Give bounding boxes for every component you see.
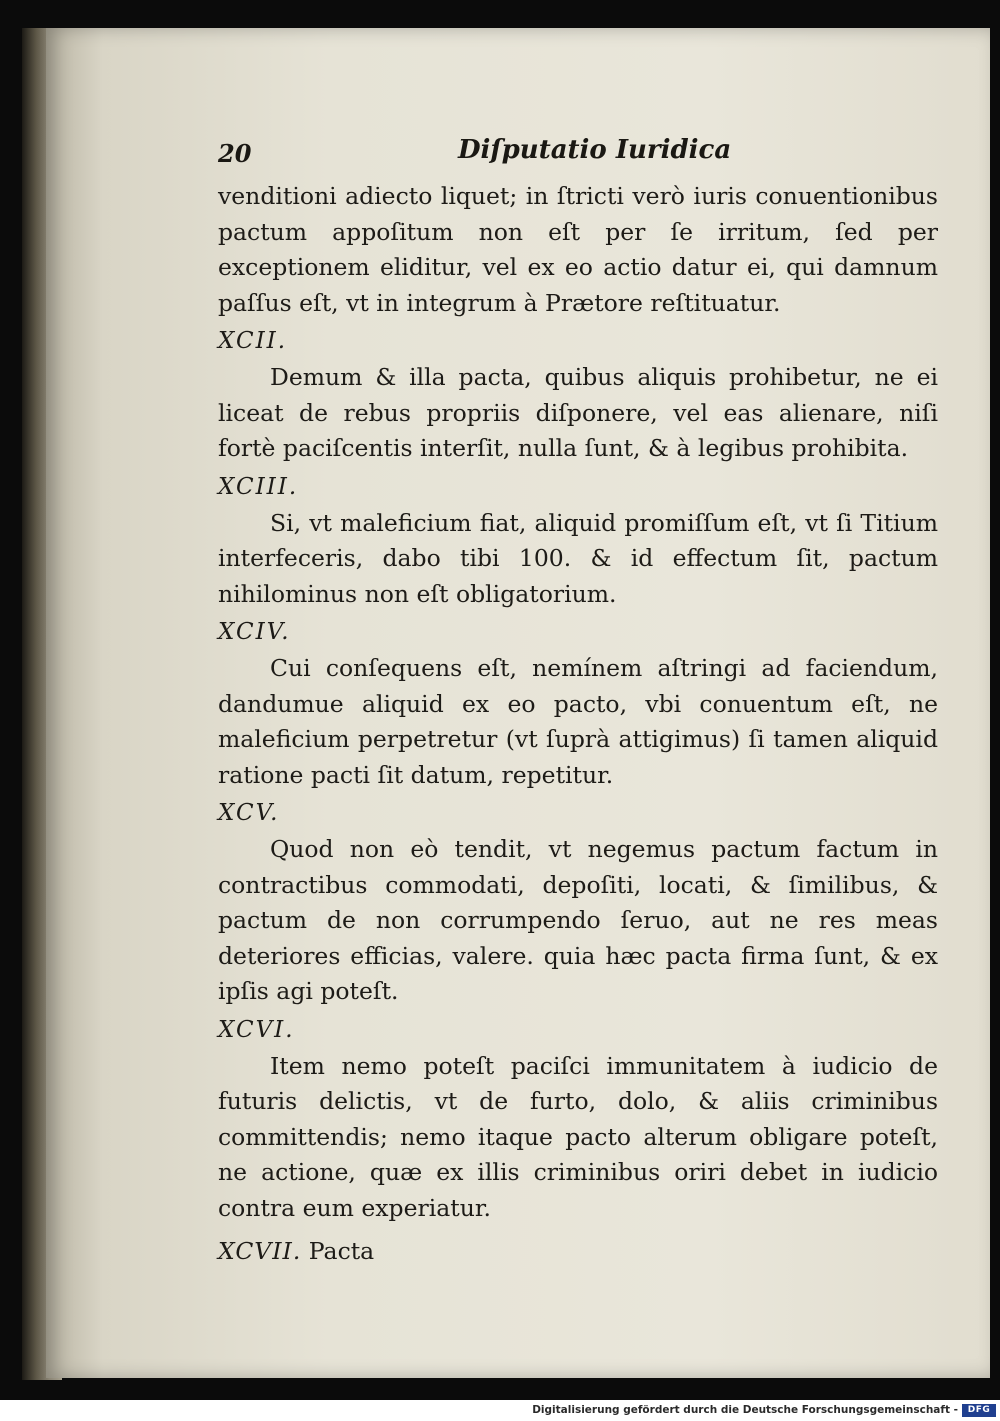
- digitization-footer: [0, 1400, 1000, 1421]
- page-number: 20: [218, 139, 252, 168]
- text-block: [218, 179, 938, 1270]
- catchword-word: Pacta: [308, 1237, 375, 1265]
- opening-paragraph: venditioni adiecto liquet; in ſtricti verò iuris conuentionibus pactum appoſitum non eſt per ſe irritum, ſed per exceptionem eliditur, vel ex eo actio datur ei, qui damnum paſſus eſt, vt in integrum à Prætore reſtituatur.: [218, 182, 938, 317]
- catchword: [218, 1234, 938, 1270]
- section-text-xciii: Si, vt maleficium fiat, aliquid promiſſum eſt, vt ſi Titium interfeceris, dabo tibi 100. & id effectum ſit, pactum nihilominus non eſt obligatorium.: [218, 508, 938, 608]
- section-heading-xcii: XCII.: [218, 328, 288, 354]
- section-heading-xciv: XCIV.: [218, 619, 291, 645]
- running-title: Diſputatio Iuridica: [458, 135, 732, 165]
- section-heading-xciii: XCIII.: [218, 473, 299, 500]
- section-text-xciv: Cui conſequens eſt, nemínem aſtringi ad faciendum, dandumue aliquid ex eo pacto, vbi conuentum eſt, ne maleficium perpetretur (vt ſuprà attigimus) ſi tamen aliquid ratione pacti ſit datum, repetitur.: [218, 654, 938, 789]
- section-heading-xcvi: XCVI.: [218, 1016, 295, 1043]
- section-text-xcvi: Item nemo poteſt paciſci immunitatem à iudicio de futuris delictis, vt de furto, dolo, & aliis criminibus committendis; nemo itaque pacto alterum obligare poteſt, ne actione, quæ ex illis criminibus oriri debet in iudicio contra eum experiatur.: [218, 1051, 938, 1222]
- catchword-number: XCVII.: [218, 1237, 302, 1265]
- funding-notice: Digitalisierung gefördert durch die Deutsche Forschungsgemeinschaft -: [532, 1404, 958, 1416]
- dfg-logo: DFG: [962, 1404, 996, 1417]
- running-head: [218, 135, 938, 179]
- section-text-xcv: Quod non eò tendit, vt negemus pactum factum in contractibus commodati, depoſiti, locati, & ſimilibus, & pactum de non corrumpendo ſeruo, aut ne res meas deteriores efficias, valere. quia hæc pacta firma ſunt, & ex ipſis agi poteſt.: [218, 835, 938, 1005]
- section-heading-xcv: XCV.: [218, 800, 280, 826]
- section-text-xcii: Demum & illa pacta, quibus aliquis prohibetur, ne ei liceat de rebus propriis diſponere, vel eas alienare, niſi fortè paciſcentis interſit, nulla ſunt, & à legibus prohibita.: [218, 363, 938, 462]
- page-content: [218, 135, 938, 1270]
- book-page: [46, 28, 990, 1378]
